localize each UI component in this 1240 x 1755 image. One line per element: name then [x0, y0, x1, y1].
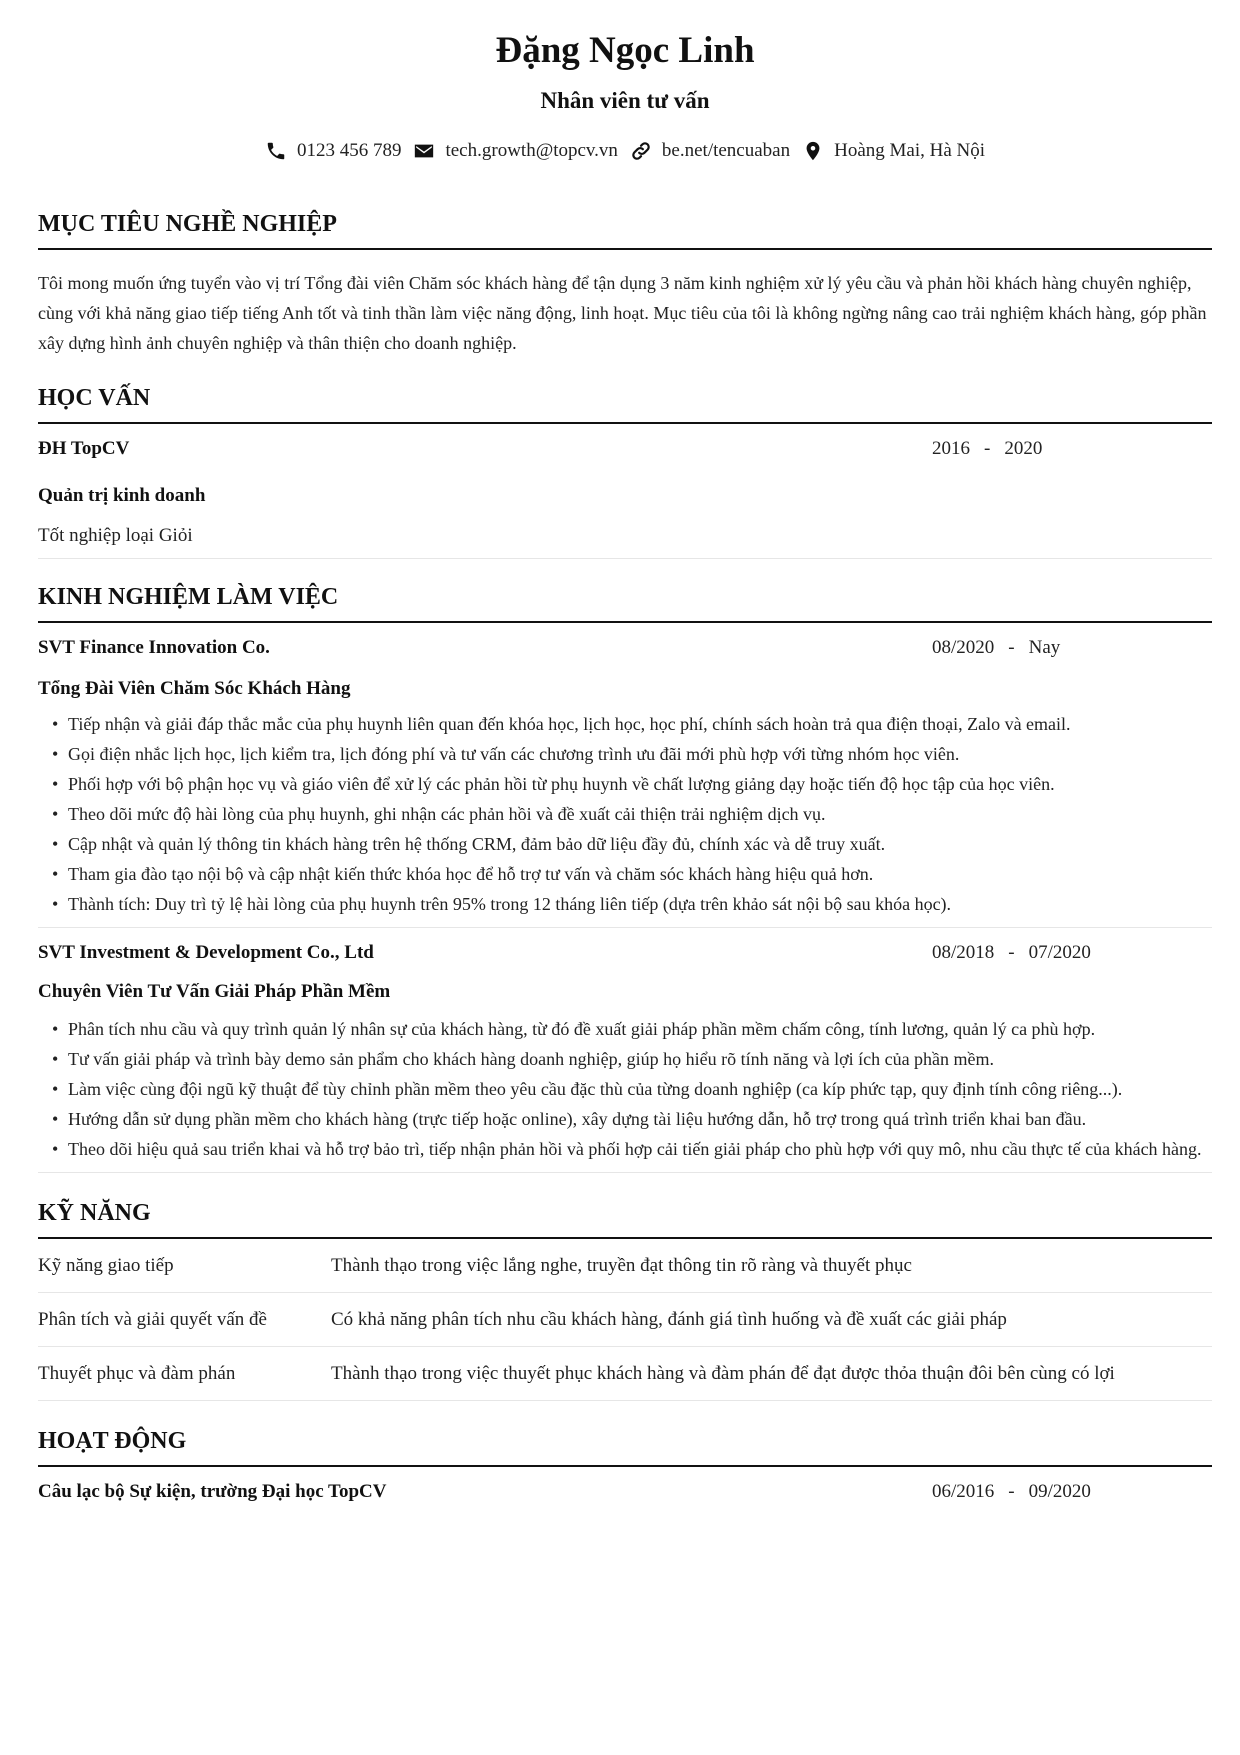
contact-link-text[interactable]: be.net/tencuaban [661, 140, 791, 161]
cv-content [38, 0, 1212, 1507]
education-end: 2020 [1004, 438, 1043, 459]
job-bullets [38, 709, 1212, 927]
date-separator: - [1008, 1481, 1015, 1502]
school-name: ĐH TopCV [38, 438, 130, 459]
skill-desc: Thành thạo trong việc thuyết phục khách hàng và đàm phán để đạt được thỏa thuận đôi bên cùng có lợi [331, 1362, 1115, 1384]
activity-entry [38, 1477, 1212, 1507]
skill-name: Kỹ năng giao tiếp [38, 1254, 174, 1276]
job-bullet: • Tham gia đào tạo nội bộ và cập nhật kiến thức khóa học để hỗ trợ tư vấn và chăm sóc khách hàng hiệu quả hơn. [38, 859, 1212, 889]
date-separator: - [984, 438, 991, 459]
education-major: Quản trị kinh doanh [38, 485, 206, 506]
contact-email[interactable] [413, 140, 617, 162]
job-bullet: • Theo dõi hiệu quả sau triển khai và hỗ trợ bảo trì, tiếp nhận phản hồi và phối hợp cải tiến giải pháp cho phù hợp với quy mô, nhu cầu thực tế của khách hàng. [38, 1134, 1212, 1164]
contact-phone-text: 0123 456 789 [296, 140, 402, 161]
location-icon [802, 140, 824, 162]
contact-location [802, 140, 985, 162]
education-dates [932, 438, 1212, 460]
experience-section [38, 579, 1212, 1173]
skill-row [38, 1239, 1212, 1293]
job-bullet: • Gọi điện nhắc lịch học, lịch kiểm tra, lịch đóng phí và tư vấn các chương trình ưu đãi mới phù hợp với từng nhóm học viên. [38, 739, 1212, 769]
skill-name: Thuyết phục và đàm phán [38, 1362, 236, 1384]
job-bullet: • Phối hợp với bộ phận học vụ và giáo viên để xử lý các phản hồi từ phụ huynh về chất lượng giảng dạy hoặc tiến độ học tập của học viên. [38, 769, 1212, 799]
job-start: 08/2020 [932, 637, 995, 658]
job-bullet: • Tiếp nhận và giải đáp thắc mắc của phụ huynh liên quan đến khóa học, lịch học, học phí, chính sách hoàn trả qua điện thoại, Zalo và email. [38, 709, 1212, 739]
activities-section [38, 1423, 1212, 1507]
job-dates [932, 942, 1212, 964]
contact-location-text: Hoàng Mai, Hà Nội [834, 140, 986, 161]
objective-heading: MỤC TIÊU NGHỀ NGHIỆP [38, 206, 1212, 250]
skill-row [38, 1293, 1212, 1347]
skills-section [38, 1195, 1212, 1401]
skills-heading: KỸ NĂNG [38, 1195, 1212, 1239]
experience-heading: KINH NGHIỆM LÀM VIỆC [38, 579, 1212, 623]
job-bullet: • Hướng dẫn sử dụng phần mềm cho khách hàng (trực tiếp hoặc online), xây dựng tài liệu hướng dẫn, hỗ trợ trong quá trình triển khai ban đầu. [38, 1104, 1212, 1134]
job-bullet: • Cập nhật và quản lý thông tin khách hàng trên hệ thống CRM, đảm bảo dữ liệu đầy đủ, chính xác và dễ truy xuất. [38, 829, 1212, 859]
activities-heading: HOẠT ĐỘNG [38, 1423, 1212, 1467]
job-company: SVT Investment & Development Co., Ltd [38, 942, 374, 963]
education-start: 2016 [932, 438, 970, 459]
job-role: Chuyên Viên Tư Vấn Giải Pháp Phần Mềm [38, 981, 391, 1002]
job-entry [38, 938, 1212, 1173]
education-section [38, 380, 1212, 559]
contact-phone [265, 140, 402, 162]
skill-row [38, 1347, 1212, 1401]
activity-org: Câu lạc bộ Sự kiện, trường Đại học TopCV [38, 1481, 387, 1502]
job-end: Nay [1028, 637, 1061, 658]
skill-desc: Thành thạo trong việc lắng nghe, truyền đạt thông tin rõ ràng và thuyết phục [331, 1254, 912, 1276]
activity-dates [932, 1481, 1212, 1503]
job-entry [38, 633, 1212, 928]
job-bullets [38, 1014, 1212, 1172]
education-heading: HỌC VẤN [38, 380, 1212, 424]
job-bullet: • Thành tích: Duy trì tỷ lệ hài lòng của phụ huynh trên 95% trong 12 tháng liên tiếp (dựa trên khảo sát nội bộ sau khóa học). [38, 889, 1212, 919]
education-note: Tốt nghiệp loại Giỏi [38, 525, 193, 546]
job-bullet: • Phân tích nhu cầu và quy trình quản lý nhân sự của khách hàng, từ đó đề xuất giải pháp phần mềm chấm công, tính lương, quản lý ca phù hợp. [38, 1014, 1212, 1044]
link-icon [630, 140, 652, 162]
job-company: SVT Finance Innovation Co. [38, 637, 270, 658]
contact-bar [38, 136, 1212, 166]
activity-start: 06/2016 [932, 1481, 995, 1502]
job-bullet: • Tư vấn giải pháp và trình bày demo sản phẩm cho khách hàng doanh nghiệp, giúp họ hiểu rõ tính năng và lợi ích của phần mềm. [38, 1044, 1212, 1074]
job-end: 07/2020 [1028, 942, 1091, 963]
education-entry [38, 434, 1212, 559]
job-bullet: • Làm việc cùng đội ngũ kỹ thuật để tùy chỉnh phần mềm theo yêu cầu đặc thù của từng doanh nghiệp (ca kíp phức tạp, quy định tính công riêng...). [38, 1074, 1212, 1104]
job-dates [932, 637, 1212, 659]
phone-icon [265, 140, 287, 162]
job-bullet: • Theo dõi mức độ hài lòng của phụ huynh, ghi nhận các phản hồi và đề xuất cải thiện trải nghiệm dịch vụ. [38, 799, 1212, 829]
date-separator: - [1008, 637, 1015, 658]
candidate-title: Nhân viên tư vấn [540, 88, 710, 113]
objective-section [38, 206, 1212, 358]
skill-desc: Có khả năng phân tích nhu cầu khách hàng, đánh giá tình huống và đề xuất các giải pháp [331, 1308, 1007, 1330]
contact-email-text[interactable]: tech.growth@topcv.vn [445, 140, 618, 161]
job-start: 08/2018 [932, 942, 995, 963]
skill-name: Phân tích và giải quyết vấn đề [38, 1308, 267, 1330]
activity-end: 09/2020 [1028, 1481, 1091, 1502]
date-separator: - [1008, 942, 1015, 963]
contact-link[interactable] [630, 140, 790, 162]
email-icon [413, 140, 435, 162]
objective-text: Tôi mong muốn ứng tuyển vào vị trí Tổng đài viên Chăm sóc khách hàng để tận dụng 3 năm kinh nghiệm xử lý yêu cầu và phản hồi khách hàng chuyên nghiệp, cùng với khả năng giao tiếp tiếng Anh tốt và tinh thần làm việc năng động, linh hoạt. Mục tiêu của tôi là không ngừng nâng cao trải nghiệm khách hàng, góp phần xây dựng hình ảnh chuyên nghiệp và thân thiện cho doanh nghiệp. [38, 273, 1207, 353]
candidate-name: Đặng Ngọc Linh [495, 30, 755, 71]
job-role: Tổng Đài Viên Chăm Sóc Khách Hàng [38, 678, 351, 699]
